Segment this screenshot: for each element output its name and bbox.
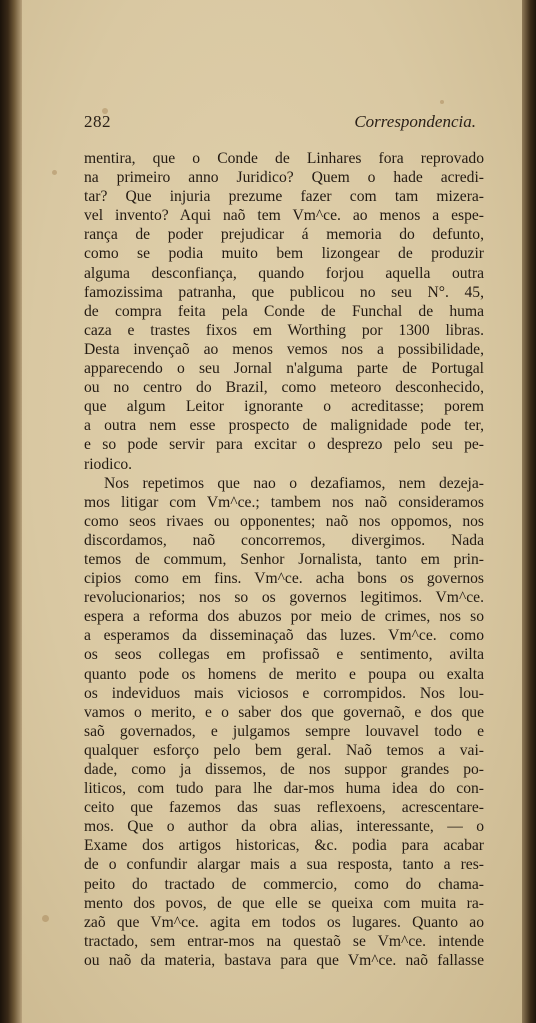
running-title: Correspondencia.	[354, 112, 476, 131]
text-line: ou naõ da materia, bastava para que Vm^ce. naõ fallasse	[84, 951, 484, 969]
text-line: ou no centro do Brazil, como meteoro desconhecido,	[84, 379, 484, 397]
text-line: zaõ que Vm^ce. agita em todos os lugares. Quanto ao	[84, 913, 484, 931]
text-line: ceito que fazemos das suas reflexoens, acrescentare-	[84, 799, 484, 817]
text-line: mos litigar com Vm^ce.; tambem nos naõ consideramos	[84, 493, 484, 511]
text-line: cipios como em fins. Vm^ce. acha bons os governos	[84, 570, 484, 588]
text-line: temos de commum, Senhor Jornalista, tanto em prin-	[84, 550, 484, 568]
page-header	[84, 112, 476, 136]
foxing-stain	[440, 100, 444, 104]
text-line: dade, como ja dissemos, de nos suppor grandes po-	[84, 761, 484, 778]
binding-edge	[522, 0, 536, 1023]
text-line: discordamos, naõ concorremos, divergimos. Nada	[84, 531, 484, 549]
text-line: quanto pode os homens de merito e poupa ou exalta	[84, 665, 484, 683]
text-line: peito do tractado de commercio, como do chama-	[84, 875, 484, 893]
body-text	[84, 149, 484, 970]
text-line: mos. Que o author da obra alias, interessante, — o	[84, 818, 484, 836]
text-line: revolucionarios; nos so os governos legitimos. Vm^ce.	[84, 589, 484, 607]
text-line: como se podia muito bem lizongear de produzir	[84, 245, 484, 263]
text-line: espera a reforma dos abuzos por meio de crimes, nos so	[84, 608, 484, 626]
text-line: liticos, com tudo para lhe dar-mos huma idea do con-	[84, 780, 484, 798]
text-line: e so pode servir para excitar o desprezo pelo seu pe-	[84, 436, 484, 454]
text-line: Exame dos artigos historicas, &c. podia para acabar	[84, 837, 484, 855]
text-line: famozissima patranha, que publicou no seu N°. 45,	[84, 283, 484, 301]
text-line: vel invento? Aqui naõ tem Vm^ce. ao menos a espe-	[84, 207, 484, 225]
text-line: de compra feita pela Conde de Funchal de huma	[84, 302, 484, 320]
foxing-stain	[42, 915, 49, 922]
text-line: a esperamos da disseminaçaõ das luzes. Vm^ce. como	[84, 627, 484, 645]
text-line: vamos o merito, e o saber dos que governaõ, e dos que	[84, 703, 484, 721]
foxing-stain	[52, 170, 57, 175]
text-line: os seos collegas em profissaõ e sentimento, avilta	[84, 646, 484, 664]
text-line: apparecendo o seu Jornal n'alguma parte de Portugal	[84, 360, 484, 378]
text-line: tractado, sem entrar-mos na questaõ se Vm^ce. intende	[84, 932, 484, 950]
text-line-paragraph-start: Nos repetimos que nao o dezafiamos, nem dezeja-	[104, 474, 484, 492]
text-line: alguma desconfiança, quando forjou aquella outra	[84, 264, 484, 282]
text-line: que algum Leitor ignorante o acreditasse; porem	[84, 398, 484, 416]
text-line: caza e trastes fixos em Worthing por 1300 libras.	[84, 321, 484, 339]
text-line: saõ governados, e julgamos sempre louvavel todo e	[84, 722, 484, 740]
text-line: qualquer esforço pelo bem geral. Naõ temos a vai-	[84, 741, 484, 759]
text-line: os indeviduos mais viciosos e corrompidos. Nos lou-	[84, 684, 484, 702]
text-line: rança de poder prejudicar á memoria do defunto,	[84, 226, 484, 244]
text-line: a outra nem esse prospecto de malignidade pode ter,	[84, 417, 484, 435]
text-line-paragraph-end: riodico.	[84, 455, 133, 473]
text-line: mentira, que o Conde de Linhares fora reprovado	[84, 150, 484, 167]
text-line: como seos rivaes ou opponentes; naõ nos oppomos, nos	[84, 512, 484, 530]
text-line: na primeiro anno Juridico? Quem o hade acredi-	[84, 169, 484, 187]
text-line: mento dos povos, de que elle se queixa com muita ra-	[84, 894, 484, 912]
text-line: Desta invençaõ ao menos vemos nos a possibilidade,	[84, 340, 484, 358]
text-line: tar? Que injuria prezume fazer com tam mizera-	[84, 188, 484, 206]
page-number: 282	[84, 112, 111, 131]
text-line: de o confundir alargar mais a sua resposta, tanto a res-	[84, 856, 484, 874]
